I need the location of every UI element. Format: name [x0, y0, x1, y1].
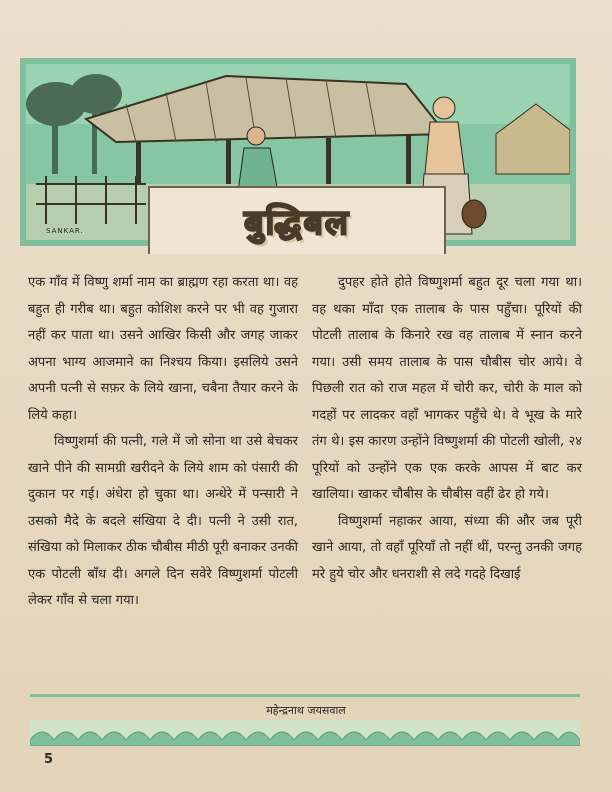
title-box [148, 186, 446, 254]
author-name: महेन्द्रनाथ जयसवाल [266, 704, 346, 717]
paragraph: एक गाँव में विष्णु शर्मा नाम का ब्राह्मण रहा करता था। वह बहुत ही गरीब था। बहुत कोशिश करने पर भी वह गुजारा नहीं कर पाता था। उसने आखिर किसी और जगह जाकर अपना भाग्य आजमाने का निश्चय किया। इसलिये उसने अपनी पत्नी से सफ़र के लिये खाना, चबैना तैयार करने के लिये कहा। [28, 275, 298, 423]
paragraph: विष्णुशर्मा नहाकर आया, संध्या की और जब पूरी खाने आया, तो वहाँ पूरियाँ तो नहीं थीं, परन्तु उनकी जगह मरे हुये चोर और धनराशी से लदे गदहे दिखाई [312, 513, 582, 582]
paragraph: दुपहर होते होते विष्णुशर्मा बहुत दूर चला गया था। वह थका माँदा एक तालाब के पास पहुँचा। पूरियों की पोटली तालाब के किनारे रख वह तालाब में स्नान करने गया। उसी समय तालाब के पास चौबीस चोर आये। वे पिछली रात को राज महल में चोरी कर, चोरी के माल को गदहों पर लादकर वहाँ भागकर पहुँचे थे। वे भूख के मारे तंग थे। इस कारण उन्होंने विष्णुशर्मा की पोटली खोली, २४ पूरियों को उन्होंने एक एक करके आपस में बाट कर खालिया। खाकर चौबीस के चौबीस वहीं ढेर हो गये। [312, 275, 582, 502]
left-text-column [28, 270, 298, 615]
footer-divider [30, 694, 580, 697]
page-number: 5 [44, 752, 54, 767]
right-text-column [312, 270, 582, 588]
story-title: बुद्धिबल [244, 203, 350, 243]
paragraph: विष्णुशर्मा की पत्नी, गले में जो सोना था उसे बेचकर खाने पीने की सामग्री खरीदने के लिये शाम को पंसारी की दुकान पर गई। अंधेरा हो चुका था। अन्धेरे में पन्सारी ने उसको मैदे के बदले संखिया दे दी। पत्नी ने उसी रात, संखिया को मिलाकर ठीक चौबीस मीठी पूरी बनाकर उनकी एक पोटली बाँध दी। अगले दिन सवेरे विष्णुशर्मा पोटली लेकर गाँव से चला गया। [28, 434, 298, 608]
decorative-border [30, 720, 580, 746]
artist-signature: SANKAR. [46, 227, 84, 235]
